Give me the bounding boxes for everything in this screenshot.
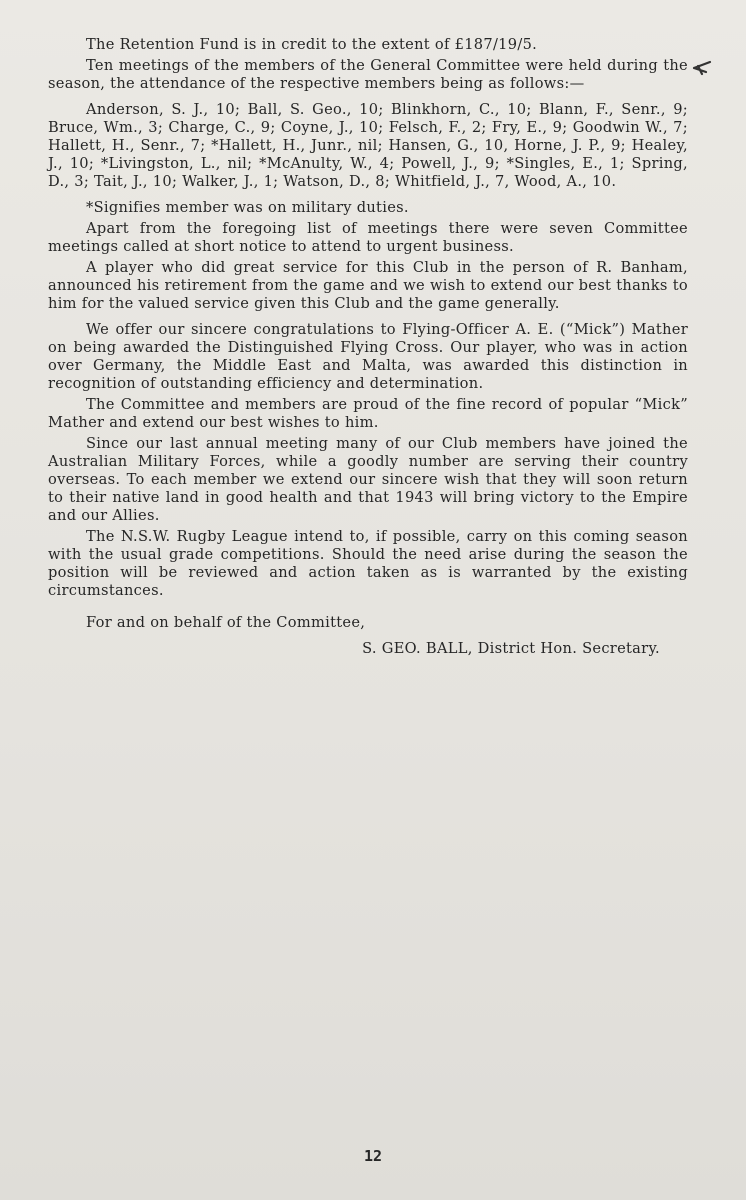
paragraph-committee-meetings: Apart from the foregoing list of meetings there were seven Committee meetings called at short notice to attend to urgent business. [48,220,688,255]
pen-mark-icon [692,58,712,78]
paragraph-rugby-league: The N.S.W. Rugby League intend to, if possible, carry on this coming season with the usual grade competitions. Should the need arise during the season the position will be reviewed and action taken as is warranted by the existing circumstances. [48,528,688,599]
paragraph-retention-fund: The Retention Fund is in credit to the extent of £187/19/5. [86,36,538,53]
paragraph-military-forces: Since our last annual meeting many of our Club members have joined the Australian Military Forces, while a goodly number are serving their country overseas. To each member we extend our sincere wish that they will soon return to their native land in good health and that 1943 will bring victory to the Empire and our Allies. [48,435,688,524]
paragraph-attendance-list: Anderson, S. J., 10; Ball, S. Geo., 10; Blinkhorn, C., 10; Blann, F., Senr., 9; Bruce, Wm., 3; Charge, C., 9; Coyne, J., 10; Felsch, F., 2; Fry, E., 9; Goodwin W., 7; Hallett, H., Senr., 7; *Hallett, H., Junr., nil; Hansen, G., 10, Horne, J. P., 9; Healey, J., 10; *Livingston, L., nil; *McAnulty, W., 4; Powell, J., 9; *Singles, E., 1; Spring, D., 3; Tait, J., 10; Walker, J., 1; Watson, D., 8; Whitfield, J., 7, Wood, A., 10. [48,101,688,190]
signature-line: S. GEO. BALL, District Hon. Secretary. [362,640,660,657]
paragraph-banham-retirement: A player who did great service for this Club in the person of R. Banham, announced his retirement from the game and we wish to extend our best thanks to him for the valued service given this Club and the game generally. [48,259,688,312]
paragraph-meetings-intro: Ten meetings of the members of the General Committee were held during the season, the attendance of the respective members being as follows:— [48,57,688,92]
paragraph-mather-congratulations: We offer our sincere congratulations to Flying-Officer A. E. (“Mick”) Mather on being awarded the Distinguished Flying Cross. Our player, who was in action over Germany, the Middle East and Malta, was awarded this distinction in recognition of outstanding efficiency and determination. [48,321,688,392]
body-text [48,36,688,661]
closing-line: For and on behalf of the Committee, [86,614,366,631]
paragraph-military-note: *Signifies member was on military duties. [86,199,409,216]
paragraph-mather-record: The Committee and members are proud of the fine record of popular “Mick” Mather and extend our best wishes to him. [48,396,688,431]
page-number: 12 [363,1147,383,1165]
